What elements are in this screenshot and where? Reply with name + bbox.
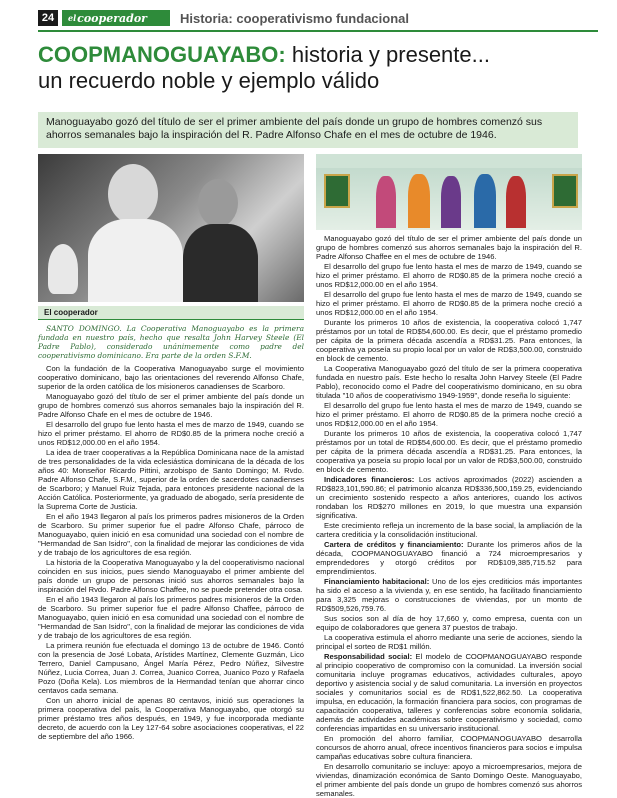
lead-box: Manoguayabo gozó del título de ser el primer ambiente del país donde un grupo de hombres comenzó sus ahorros semanales bajo la inspiración del R. Padre Alfonso Chafe en el mes de octubre de 1946.	[38, 112, 578, 148]
header-rule	[38, 30, 598, 32]
logo-prefix: el	[68, 13, 77, 23]
paragraph: El desarrollo del grupo fue lento hasta el mes de marzo de 1949, cuando se hizo el primer préstamo. El ahorro de RD$0.85 de la primera noche creció a unos RD$12,000.00 en el año 1954.	[316, 290, 582, 317]
logo-text: cooperador	[77, 11, 147, 25]
article-column-right	[316, 234, 582, 798]
paragraph: Durante los primeros 10 años de existencia, la cooperativa colocó 1,747 préstamos por un total de RD$54,600.00. Es decir, que el préstamo promedio per cápita de la primera década ascendía a RD$31.25. Para entonces, la cooperativa ya poseía su propio local por un valor de RD$3,500.00, construido en block de cemento.	[316, 429, 582, 474]
left-paragraphs	[38, 364, 304, 741]
paragraph: En el año 1943 llegaron al país los primeros padres misioneros de la Orden de Scarboro. Su primer superior fue el padre Alfonso Chaffee, párroco de Manoguayabo, quien inició en esa comunidad una sociedad con el nombre de "Hermandad de San Isidro", con la finalidad de mejorar las condiciones de vida y de trabajo de los agricultores de esa región.	[38, 595, 304, 640]
paragraph: La cooperativa estimula el ahorro mediante una serie de acciones, siendo la principal el sorteo de RD$1 millón.	[316, 633, 582, 651]
paragraph: Responsabilidad social: El modelo de COOPMANOGUAYABO responde al principio cooperativo de compromiso con la comunidad. La inversión social comunitaria incluye programas educativos, actividades culturales, apoyo deportivo y asistencia social y de salud comunitaria. La inversión en proyectos sociales y comunitarios social es de RD$1,522,862.50. La cooperativa impulsa, en educación, la formación financiera para socios, con programas de capacitación cooperativa, talleres y conferencias sobre economía solidaria, además de actividades académicas sobre cooperativismo y sociedad, como conferencias impartidas en su universario institucional.	[316, 652, 582, 733]
paragraph-label: Cartera de créditos y financiamiento:	[324, 540, 464, 549]
article-headline	[38, 42, 598, 94]
paragraph: Manoguayabo gozó del título de ser el primer ambiente del país donde un grupo de hombres comenzó sus ahorros semanales bajo la inspiración del R. Padre Alfonso Chafe en el mes de octubre de 1946.	[38, 392, 304, 419]
publication-logo	[62, 10, 170, 26]
paragraph: En promoción del ahorro familiar, COOPMANOGUAYABO desarrolla concursos de ahorro anual, ofrece incentivos financieros para socios e impulsa campañas educativas sobre cultura financiera.	[316, 734, 582, 761]
paragraph: La Cooperativa Manoguayabo gozó del título de ser la primera cooperativa fundada en nuestro país. Este hecho lo resalta John Harvey Steele (El Padre Pablo), reconocido como el Padre del cooperativismo dominicano, en su obra titulada "10 años de cooperativismo 1949-1959", donde reseña lo siguiente:	[316, 364, 582, 400]
page-header	[38, 8, 598, 28]
paragraph: Este crecimiento refleja un incremento de la base social, la ampliación de la cartera crediticia y la consolidación institucional.	[316, 521, 582, 539]
award-ceremony-photo	[316, 154, 582, 230]
byline-tag: El cooperador	[38, 306, 304, 320]
paragraph: Con un ahorro inicial de apenas 80 centavos, inició sus operaciones la primera cooperativa del país, la Cooperativa Manoguayabo, que otorgó su primer préstamo tres años después, en 1949, y fue incorporada mediante decreto, de acuerdo con la Ley 127-64 sobre asociaciones cooperativas, el 22 de septiembre del año 1966.	[38, 696, 304, 741]
headline-rest: historia y presente...	[291, 42, 490, 67]
paragraph: Con la fundación de la Cooperativa Manoguayabo surge el movimiento cooperativo dominicano, bajo las orientaciones del reverendo Alfonso Chafe, superior de la orden católica de los misioneros canadienses de Scarboro.	[38, 364, 304, 391]
paragraph-label: Responsabilidad social:	[324, 652, 413, 661]
paragraph: En desarrollo comunitario se incluye: apoyo a microempresarios, mejora de viviendas, dinamización económica de Santo Domingo Oeste. Manoguayabo, el primer ambiente del país donde un grupo de hombres comenzó sus ahorros semanales.	[316, 762, 582, 798]
paragraph: La primera reunión fue efectuada el domingo 13 de octubre de 1946. Contó con la presencia de José Lobata, Arístides Martínez, Clemente Guzmán, Lico Terrero, Daniel Campusano, Ángel María Pérez, Pedro Núñez, Silvestre Núñez, Lucia Correa, Juan J. Correa, Juanico Correa, Juanico Pozo y Rafaela Pozo (Doña Kela). Los miembros de la Hermandad tenían que ahorrar cinco centavos cada semana.	[38, 641, 304, 695]
paragraph: Financiamiento habitacional: Uno de los ejes crediticios más importantes ha sido el acceso a la vivienda y, en ese sentido, ha facilitado financiamiento para 3,325 mejoras o construcciones de viviendas, por un monto de RD$509,526,759.76.	[316, 577, 582, 613]
paragraph: El desarrollo del grupo fue lento hasta el mes de marzo de 1949, cuando se hizo el primer préstamo. El ahorro de RD$0.85 de la primera noche creció a unos RD$12,000.00 en el año 1954.	[316, 401, 582, 428]
headline-accent: COOPMANOGUAYABO:	[38, 42, 286, 67]
headline-line2: un recuerdo noble y ejemplo válido	[38, 68, 380, 93]
paragraph: Sus socios son al día de hoy 17,660 y, como empresa, cuenta con un equipo de colaboradores que genera 37 puestos de trabajo.	[316, 614, 582, 632]
paragraph: Indicadores financieros: Los activos aproximados (2022) ascienden a RD$823,101,590.86; el patrimonio alcanza RD$336,500,159.25, evidenciando un crecimiento sostenido respecto a años anteriores, cuando los activos rondaban los RD$270 millones en 2019, lo que muestra una expansión significativa.	[316, 475, 582, 520]
paragraph: El desarrollo del grupo fue lento hasta el mes de marzo de 1949, cuando se hizo el primer préstamo. El ahorro de RD$0.85 de la primera noche creció a unos RD$12,000.00 en el año 1954.	[316, 262, 582, 289]
paragraph: En el año 1943 llegaron al país los primeros padres misioneros de la Orden de Scarboro. Su primer superior fue el padre Alfonso Chafe, párroco de Manoguayabo, quien inició en esa comunidad una sociedad con el nombre de "Hermandad de San Isidro", con la finalidad de mejorar las condiciones de vida y de trabajo de los agricultores de esa región.	[38, 512, 304, 557]
paragraph: Manoguayabo gozó del título de ser el primer ambiente del país donde un grupo de hombres comenzó sus ahorros semanales bajo la inspiración del R. Padre Alfonso Chaffee en el mes de octubre de 1946.	[316, 234, 582, 261]
paragraph-label: Financiamiento habitacional:	[324, 577, 430, 586]
paragraph: Durante los primeros 10 años de existencia, la cooperativa colocó 1,747 préstamos por un total de RD$54,600.00. Es decir, que el préstamo promedio per cápita de la primera década ascendía a RD$31.25. Para entonces, la cooperativa ya poseía su propio local por un valor de RD$3,500.00, construido en block de cemento.	[316, 318, 582, 363]
paragraph-label: Indicadores financieros:	[324, 475, 415, 484]
paragraph: La historia de la Cooperativa Manoguayabo y la del cooperativismo nacional coinciden en sus inicios, pues siendo Manoguayabo el primer ambiente del país donde un grupo de personas inició sus ahorros semanales bajo la inspiración del Rvdo. Padre Alfonso Chaffee, no se puede pretender otra cosa.	[38, 558, 304, 594]
article-column-left	[38, 324, 304, 742]
section-title: Historia: cooperativismo fundacional	[180, 10, 409, 26]
paragraph: La idea de traer cooperativas a la República Dominicana nace de la amistad de tres personalidades de la vida eclesiástica dominicana de la década de los años 40: Monseñor Ricardo Pittini, arzobispo de Santo Domingo; M. Rvdo. Padre Alfonso Chafe, S.F.M., superior de la orden de sacerdotes canadienses de Scarboro; y Manuel Ruiz Tejada, para entonces presidente nacional de la Acción Católica. Posteriormente, ya graduado de abogado, sería presidente de la Suprema Corte de Justicia.	[38, 448, 304, 511]
paragraph: El desarrollo del grupo fue lento hasta el mes de marzo de 1949, cuando se hizo el primer préstamo. El ahorro de RD$0.85 de la primera noche creció a unos RD$12,000.00 en el año 1954.	[38, 420, 304, 447]
right-paragraphs	[316, 234, 582, 798]
historic-photo	[38, 154, 304, 302]
paragraph: Cartera de créditos y financiamiento: Durante los primeros años de la década, COOPMANOGUAYABO financió a 724 microempresarios y emprendedores y otorgó créditos por RD$109,385,715.52 para emprendimientos.	[316, 540, 582, 576]
article-intro: SANTO DOMINGO. La Cooperativa Manoguayabo es la primera fundada en nuestro país, hecho que resalta John Harvey Steele (El Padre Pablo), considerado unánimemente como padre del cooperativismo dominicano. Era parte de la orden S.F.M.	[38, 324, 304, 360]
page-number: 24	[38, 10, 58, 26]
